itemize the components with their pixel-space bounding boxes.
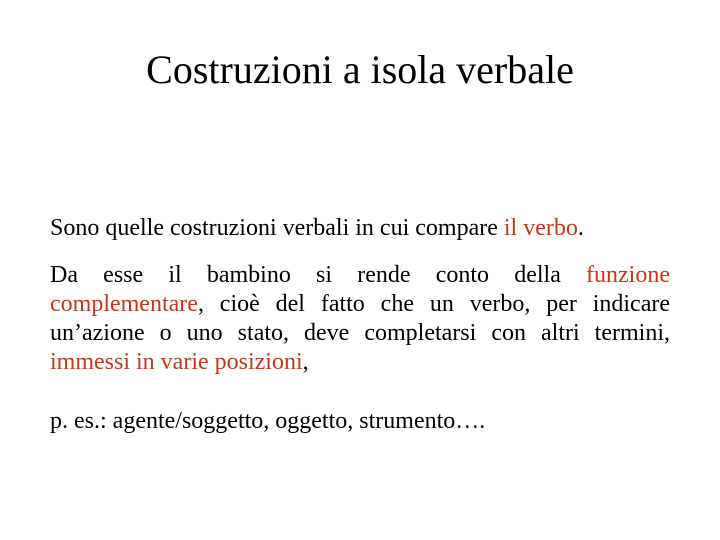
- highlight-various-positions: immessi in varie posizioni: [50, 349, 303, 375]
- paragraph-explanation-end: ,: [302, 349, 309, 375]
- paragraph-explanation-text-1: Da esse il bambino si rende conto della: [50, 262, 587, 288]
- highlight-complementary-function: funzione complementare: [50, 262, 670, 317]
- highlight-verb: il verbo: [503, 215, 578, 241]
- slide-title: Costruzioni a isola verbale: [146, 47, 574, 92]
- paragraph-explanation: [50, 261, 670, 377]
- slide-body: [50, 214, 670, 436]
- paragraph-definition-text: Sono quelle costruzioni verbali in cui compare: [50, 215, 504, 241]
- paragraph-explanation-text-2: , cioè del fatto che un verbo, per indicare un’azione o uno stato, deve completarsi con altri termini,: [50, 291, 670, 346]
- paragraph-definition-end: .: [577, 215, 584, 241]
- paragraph-definition: [50, 214, 670, 243]
- paragraph-examples: p. es.: agente/soggetto, oggetto, strumento….: [50, 408, 486, 434]
